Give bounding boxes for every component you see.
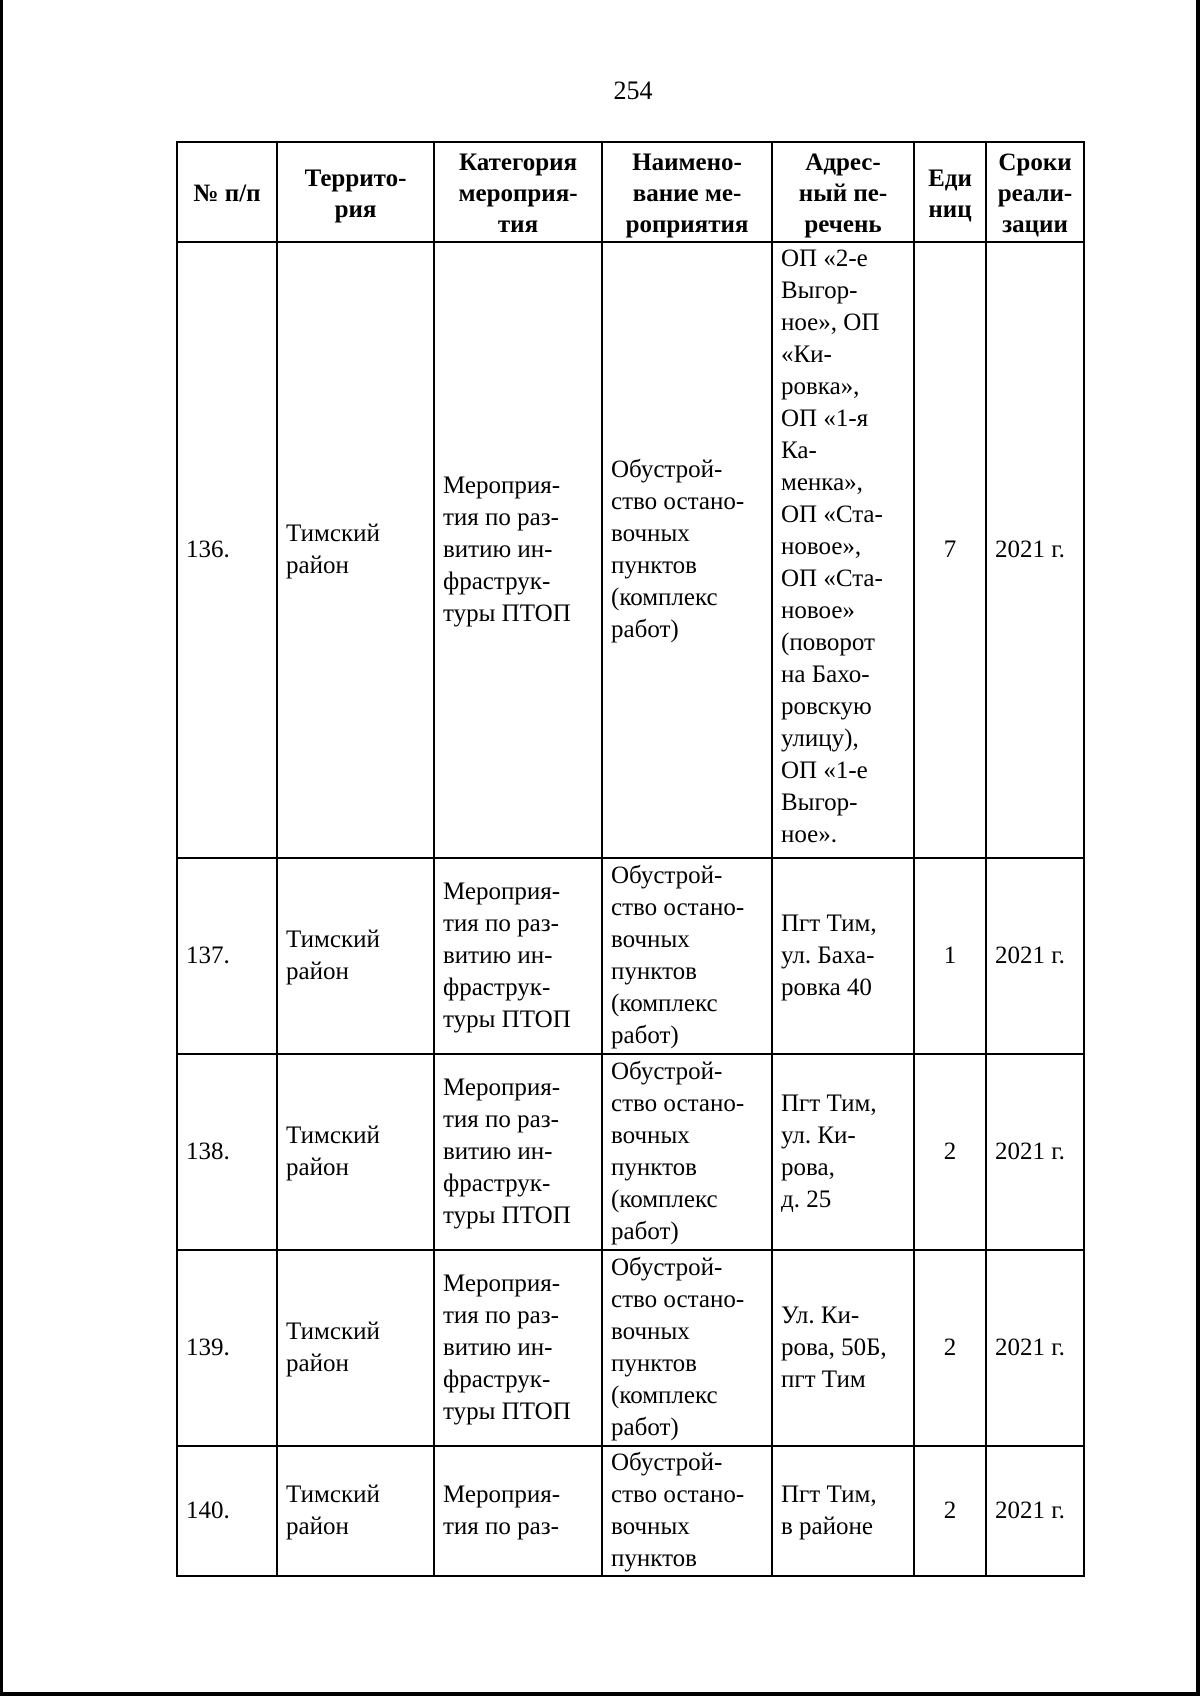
cell-category: Мероприя- тия по раз- витию ин- фраструк- туры ПТОП [434, 1054, 602, 1250]
header-name: Наимено- вание ме- роприятия [602, 142, 772, 242]
table-row [177, 1446, 1084, 1576]
cell-name: Обустрой- ство остано- вочных пунктов (комплекс работ) [602, 1054, 772, 1250]
cell-territory: Тимский район [277, 1054, 434, 1250]
cell-territory: Тимский район [277, 858, 434, 1054]
cell-terms: 2021 г. [986, 242, 1084, 858]
cell-units: 1 [914, 858, 986, 1054]
cell-category: Мероприя- тия по раз- [434, 1446, 602, 1576]
table-row [177, 1054, 1084, 1250]
cell-num: 139. [177, 1250, 277, 1446]
cell-terms: 2021 г. [986, 858, 1084, 1054]
cell-units: 2 [914, 1446, 986, 1576]
cell-territory: Тимский район [277, 1250, 434, 1446]
cell-terms: 2021 г. [986, 1054, 1084, 1250]
header-category: Категория мероприя- тия [434, 142, 602, 242]
cell-category: Мероприя- тия по раз- витию ин- фраструк- туры ПТОП [434, 858, 602, 1054]
cell-category: Мероприя- тия по раз- витию ин- фраструк- туры ПТОП [434, 1250, 602, 1446]
cell-name: Обустрой- ство остано- вочных пунктов (комплекс работ) [602, 1250, 772, 1446]
cell-address: Пгт Тим, ул. Ки- рова, д. 25 [772, 1054, 914, 1250]
table-row [177, 1250, 1084, 1446]
header-territory: Террито- рия [277, 142, 434, 242]
table-row [177, 242, 1084, 858]
cell-units: 7 [914, 242, 986, 858]
header-units: Еди ниц [914, 142, 986, 242]
cell-address: Пгт Тим, ул. Баха- ровка 40 [772, 858, 914, 1054]
header-address: Адрес- ный пе- речень [772, 142, 914, 242]
cell-name: Обустрой- ство остано- вочных пунктов (комплекс работ) [602, 858, 772, 1054]
header-num: № п/п [177, 142, 277, 242]
cell-num: 136. [177, 242, 277, 858]
cell-name: Обустрой- ство остано- вочных пунктов (комплекс работ) [602, 242, 772, 858]
header-terms: Сроки реали- зации [986, 142, 1084, 242]
cell-units: 2 [914, 1054, 986, 1250]
cell-address: ОП «2-е Выгор- ное», ОП «Ки- ровка», ОП «1-я Ка- менка», ОП «Ста- новое», ОП «Ста- новое» (поворот на Бахо- ровскую улицу), ОП «1-е Выгор- ное». [772, 242, 914, 858]
cell-territory: Тимский район [277, 242, 434, 858]
cell-units: 2 [914, 1250, 986, 1446]
cell-address: Пгт Тим, в районе [772, 1446, 914, 1576]
cell-num: 138. [177, 1054, 277, 1250]
cell-name: Обустрой- ство остано- вочных пунктов [602, 1446, 772, 1576]
activities-table [176, 141, 1085, 1577]
page-number: 254 [613, 76, 653, 105]
cell-address: Ул. Ки- рова, 50Б, пгт Тим [772, 1250, 914, 1446]
cell-num: 140. [177, 1446, 277, 1576]
table-row [177, 858, 1084, 1054]
cell-category: Мероприя- тия по раз- витию ин- фраструк- туры ПТОП [434, 242, 602, 858]
cell-terms: 2021 г. [986, 1250, 1084, 1446]
table-header-row [177, 142, 1084, 242]
cell-terms: 2021 г. [986, 1446, 1084, 1576]
cell-territory: Тимский район [277, 1446, 434, 1576]
cell-num: 137. [177, 858, 277, 1054]
